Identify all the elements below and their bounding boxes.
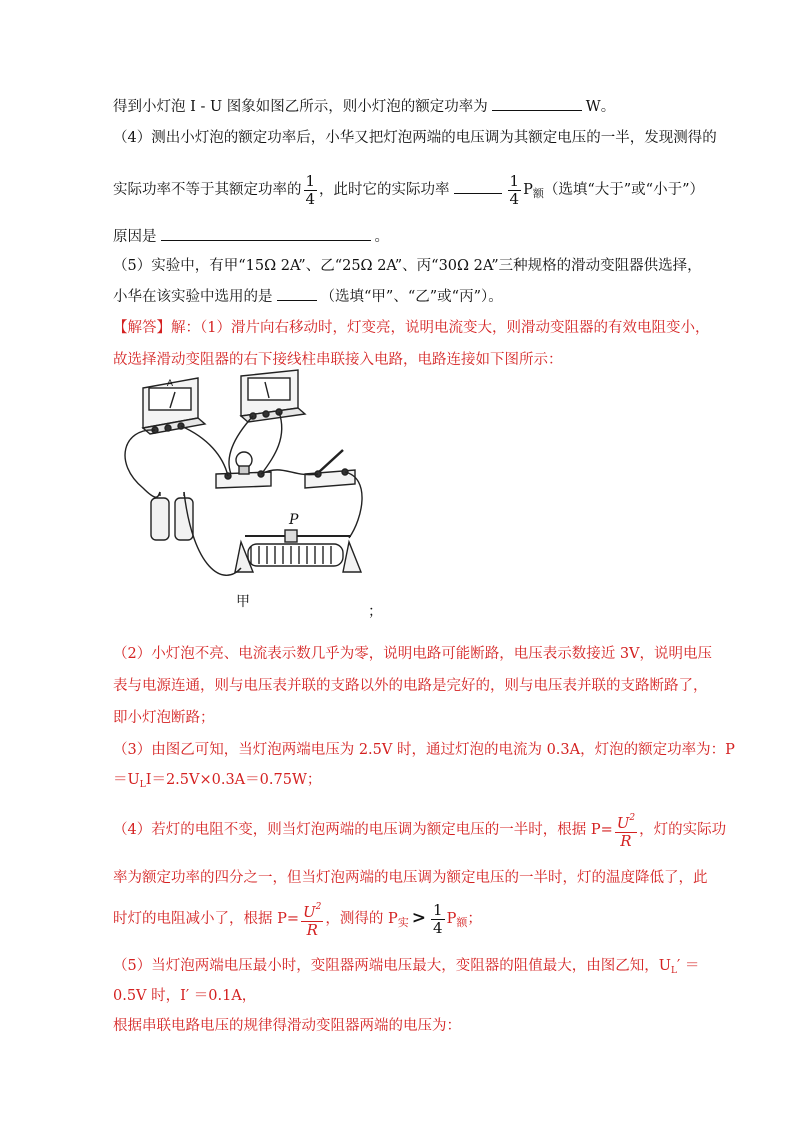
lamp-icon xyxy=(216,452,271,488)
q3-end-text: 得到小灯泡 I - U 图象如图乙所示，则小灯泡的额定功率为 xyxy=(113,99,488,115)
answer-5-line2: 0.5V 时，I′ ＝0.1A， xyxy=(113,988,257,1004)
q4-line2 xyxy=(113,172,704,212)
a4-text-a: （4）若灯的电阻不变，则当灯泡两端的电压调为额定电压的一半时，根据 P= xyxy=(113,822,613,838)
q4-reason-blank[interactable] xyxy=(161,226,371,241)
formula-numerator xyxy=(301,899,323,922)
q5-text-a: 小华在该实验中选用的是 xyxy=(113,289,273,305)
greater-than-sign: > xyxy=(411,908,427,928)
q4-fraction-1 xyxy=(304,173,318,208)
fraction-numerator: 1 xyxy=(509,171,520,190)
voltmeter-icon xyxy=(241,370,305,422)
formula-u: U xyxy=(303,903,316,921)
battery-icon xyxy=(151,492,193,540)
a4-line3-end: ； xyxy=(467,911,482,927)
answer-2-line3: 即小灯泡断路； xyxy=(113,710,215,726)
ammeter-icon xyxy=(143,378,205,434)
fraction-numerator: 1 xyxy=(305,171,316,190)
q3-power-blank[interactable] xyxy=(492,96,582,111)
q4-p-sub: 额 xyxy=(532,187,544,200)
a3-text-b: I＝2.5V×0.3A＝0.75W； xyxy=(145,772,322,788)
answer-4-line3 xyxy=(113,898,482,943)
q4-text-b: ，此时它的实际功率 xyxy=(319,182,450,198)
formula-u: U xyxy=(616,814,630,832)
a4-line3-p: P xyxy=(446,911,457,927)
a4-fraction-quarter xyxy=(431,902,445,937)
answer-2-line2: 表与电源连通，则与电压表并联的支路以外的电路是完好的，则与电压表并联的支路断路了， xyxy=(113,678,708,694)
a5-end: ′ ＝ xyxy=(676,958,700,974)
figure-semicolon: ； xyxy=(368,604,383,620)
q4-text-c: （选填“大于”或“小于”） xyxy=(543,182,705,198)
a4-sub-rated: 额 xyxy=(456,916,468,929)
a4-line3-text-b: ，测得的 P xyxy=(325,911,398,927)
fraction-denominator: 4 xyxy=(433,918,443,937)
q3-unit: W。 xyxy=(585,99,616,115)
answer-line1 xyxy=(113,318,709,338)
answer-1-text: 解：（1）滑片向右移动时，灯变亮，说明电流变大，则滑动变阻器的有效电阻变小， xyxy=(171,320,710,336)
a4-line3-text-a: 时灯的电阻减小了，根据 P= xyxy=(113,911,300,927)
answer-5-line3: 根据串联电路电压的规律得滑动变阻器两端的电压为： xyxy=(113,1018,461,1034)
q4-compare-blank[interactable] xyxy=(454,179,502,194)
q4-reason-end: 。 xyxy=(374,229,389,245)
q4-reason-line xyxy=(113,226,389,247)
answer-5-line1 xyxy=(113,956,699,981)
figure-label: 甲 xyxy=(236,594,250,610)
q4-fraction-2 xyxy=(508,173,522,208)
q3-end-line xyxy=(113,96,615,117)
formula-u2-over-r xyxy=(615,810,637,850)
answer-2-line1: （2）小灯泡不亮、电流表示数几乎为零，说明电路可能断路，电压表示数接近 3V，说明电压 xyxy=(113,646,713,662)
a4-text-b: ，灯的实际功 xyxy=(639,822,727,838)
q4-text-a: 实际功率不等于其额定功率的 xyxy=(113,182,302,198)
q5-line2 xyxy=(113,286,503,307)
answer-4-line2: 率为额定功率的四分之一，但当灯泡两端的电压调为额定电压的一半时，灯的温度降低了，此 xyxy=(113,870,708,886)
answer-4-line1 xyxy=(113,810,726,850)
a3-sub-l: L xyxy=(139,780,146,790)
switch-icon xyxy=(305,450,355,488)
q5-text-b: （选填“甲”、“乙”或“丙”）。 xyxy=(320,289,503,305)
figure-p-label: P xyxy=(289,512,299,528)
formula-numerator xyxy=(615,810,637,833)
formula-u2-over-r-2 xyxy=(301,899,323,939)
answer-bracket: 【解答】 xyxy=(113,320,171,336)
fraction-denominator: 4 xyxy=(305,189,316,208)
a5-sub-l: L xyxy=(670,966,677,976)
formula-denominator: R xyxy=(306,921,318,939)
q4-p-label: P xyxy=(523,182,533,198)
q5-choice-blank[interactable] xyxy=(277,286,317,301)
q4-line1: （4）测出小灯泡的额定功率后，小华又把灯泡两端的电压调为其额定电压的一半，发现测得的 xyxy=(113,130,717,146)
a5-text: （5）当灯泡两端电压最小时，变阻器两端电压最大，变阻器的阻值最大，由图乙知，U xyxy=(113,958,671,974)
formula-denominator: R xyxy=(620,832,632,850)
formula-exp: 2 xyxy=(315,902,322,912)
circuit-figure xyxy=(113,368,388,618)
answer-line2: 故选择滑动变阻器的右下接线柱串联接入电路，电路连接如下图所示： xyxy=(113,352,563,368)
fraction-denominator: 4 xyxy=(509,189,520,208)
fraction-numerator: 1 xyxy=(433,900,443,919)
a3-text-a: ＝U xyxy=(113,772,140,788)
a4-sub-actual: 实 xyxy=(397,916,409,929)
q4-reason-label: 原因是 xyxy=(113,229,157,245)
formula-exp: 2 xyxy=(629,813,636,823)
rheostat-icon xyxy=(235,530,361,572)
q5-line1: （5）实验中，有甲“15Ω 2A”、乙“25Ω 2A”、丙“30Ω 2A”三种规格的滑动变阻器供选择， xyxy=(113,258,702,274)
answer-3-line2 xyxy=(113,770,321,795)
answer-3-line1: （3）由图乙可知，当灯泡两端电压为 2.5V 时，通过灯泡的电流为 0.3A，灯泡的额定功率为：P xyxy=(113,742,735,758)
ammeter-label: A xyxy=(166,379,174,389)
